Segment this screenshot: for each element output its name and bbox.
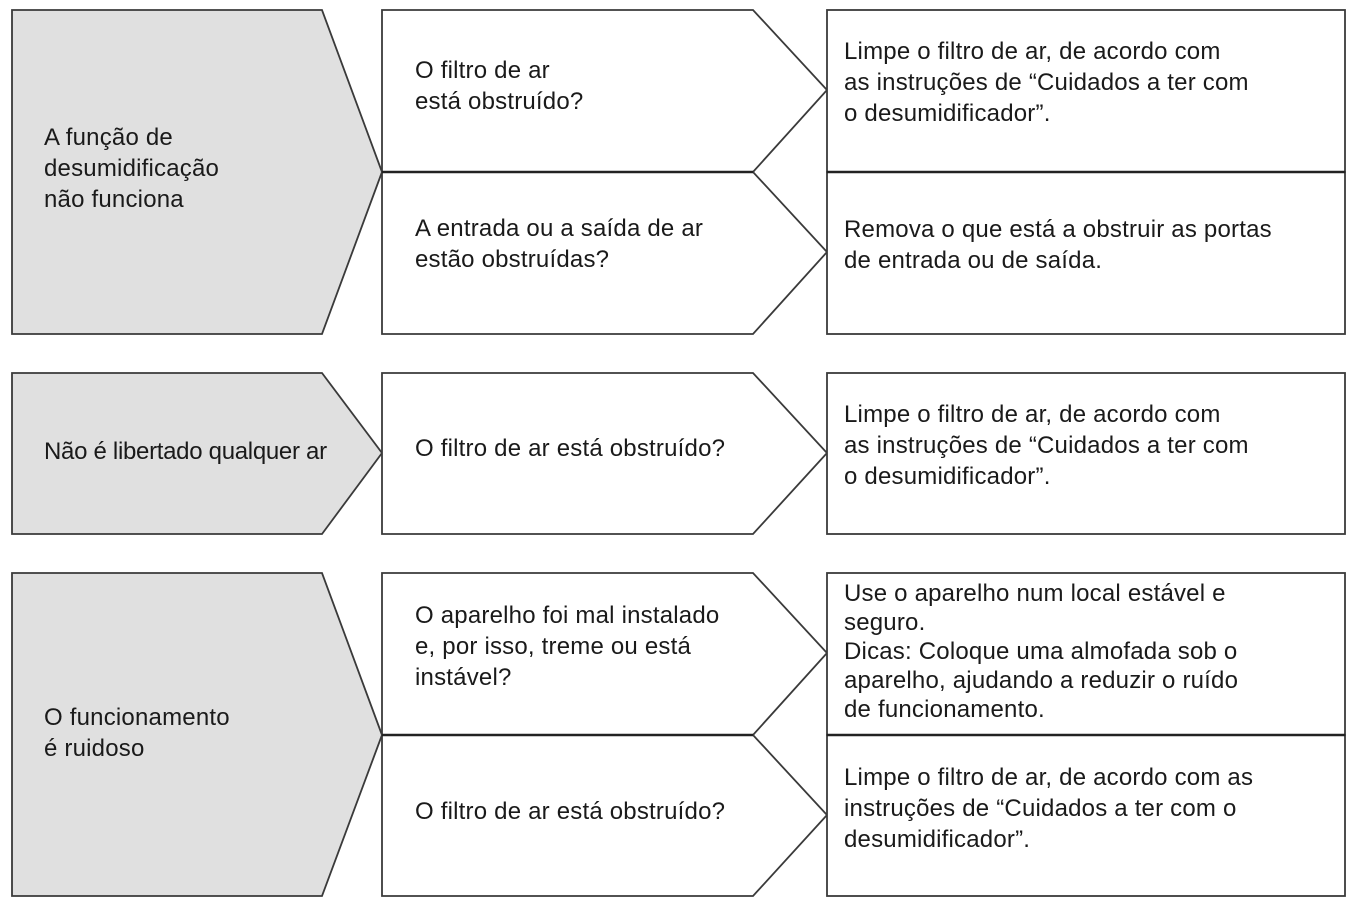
- cause-question-3-1: O aparelho foi mal instalado e, por isso, treme ou está instável?: [415, 602, 720, 691]
- cause-question-1-2: A entrada ou a saída de ar estão obstruídas?: [415, 215, 704, 273]
- cause-question-1-1: O filtro de ar está obstruído?: [415, 57, 584, 115]
- solution-text-3-1: Use o aparelho num local estável e seguro. Dicas: Coloque uma almofada sob o aparelho, ajudando a reduzir o ruído de funcionamento.: [844, 580, 1239, 723]
- problem-label-2: Não é libertado qualquer ar: [44, 438, 327, 465]
- solution-text-3-2: Limpe o filtro de ar, de acordo com as instruções de “Cuidados a ter com o desumidificador”.: [844, 764, 1254, 853]
- solution-text-2-1: Limpe o filtro de ar, de acordo com as instruções de “Cuidados a ter com o desumidificador”.: [844, 401, 1249, 490]
- solution-text-1-1: Limpe o filtro de ar, de acordo com as instruções de “Cuidados a ter com o desumidificador”.: [844, 38, 1249, 127]
- problem-label-1: A função de desumidificação não funciona: [44, 124, 220, 213]
- cause-question-2-1: O filtro de ar está obstruído?: [415, 435, 726, 462]
- problem-label-3: O funcionamento é ruidoso: [44, 704, 230, 762]
- cause-question-3-2: O filtro de ar está obstruído?: [415, 798, 726, 825]
- solution-text-1-2: Remova o que está a obstruir as portas de entrada ou de saída.: [844, 216, 1272, 274]
